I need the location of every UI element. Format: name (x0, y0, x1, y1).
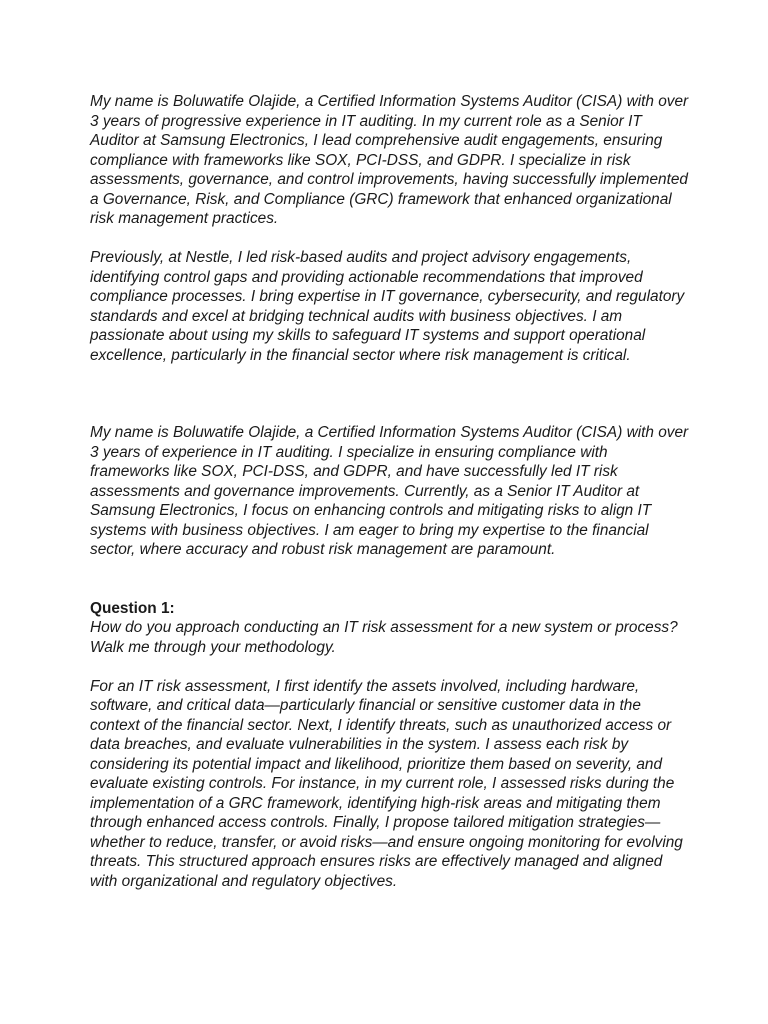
intro-paragraph-1: My name is Boluwatife Olajide, a Certified Information Systems Auditor (CISA) with over 3 years of progressive experience in IT auditing. In my current role as a Senior IT Auditor at Samsung Electronics, I lead comprehensive audit engagements, ensuring compliance with frameworks like SOX, PCI-DSS, and GDPR. I specialize in risk assessments, governance, and control improvements, having successfully implemented a Governance, Risk, and Compliance (GRC) framework that enhanced organizational risk management practices. (90, 93, 689, 227)
question-1-answer: For an IT risk assessment, I first identify the assets involved, including hardware, software, and critical data—particularly financial or sensitive customer data in the context of the financial sector. Next, I identify threats, such as unauthorized access or data breaches, and evaluate vulnerabilities in the system. I assess each risk by considering its potential impact and likelihood, prioritize them based on severity, and evaluate existing controls. For instance, in my current role, I assessed risks during the implementation of a GRC framework, identifying high-risk areas and mitigating them through enhanced access controls. Finally, I propose tailored mitigation strategies—whether to reduce, transfer, or avoid risks—and ensure ongoing monitoring for evolving threats. This structured approach ensures risks are effectively managed and aligned with organizational and regulatory objectives. (90, 677, 683, 890)
question-1-heading: Question 1: (90, 599, 175, 617)
intro-paragraph-2: Previously, at Nestle, I led risk-based audits and project advisory engagements, identifying control gaps and providing actionable recommendations that improved compliance processes. I bring expertise in IT governance, cybersecurity, and regulatory standards and excel at bridging technical audits with business objectives. I am passionate about using my skills to safeguard IT systems and support operational excellence, particularly in the financial sector where risk management is critical. (90, 249, 685, 364)
document-page (90, 92, 690, 891)
intro-paragraph-3: My name is Boluwatife Olajide, a Certified Information Systems Auditor (CISA) with over 3 years of experience in IT auditing. I specialize in ensuring compliance with frameworks like SOX, PCI-DSS, and GDPR, and have successfully led IT risk assessments and governance improvements. Currently, as a Senior IT Auditor at Samsung Electronics, I focus on enhancing controls and mitigating risks to align IT systems with business objectives. I am eager to bring my expertise to the financial sector, where accuracy and robust risk management are paramount. (90, 424, 689, 558)
question-1-text: How do you approach conducting an IT risk assessment for a new system or process? Walk me through your methodology. (90, 619, 678, 656)
